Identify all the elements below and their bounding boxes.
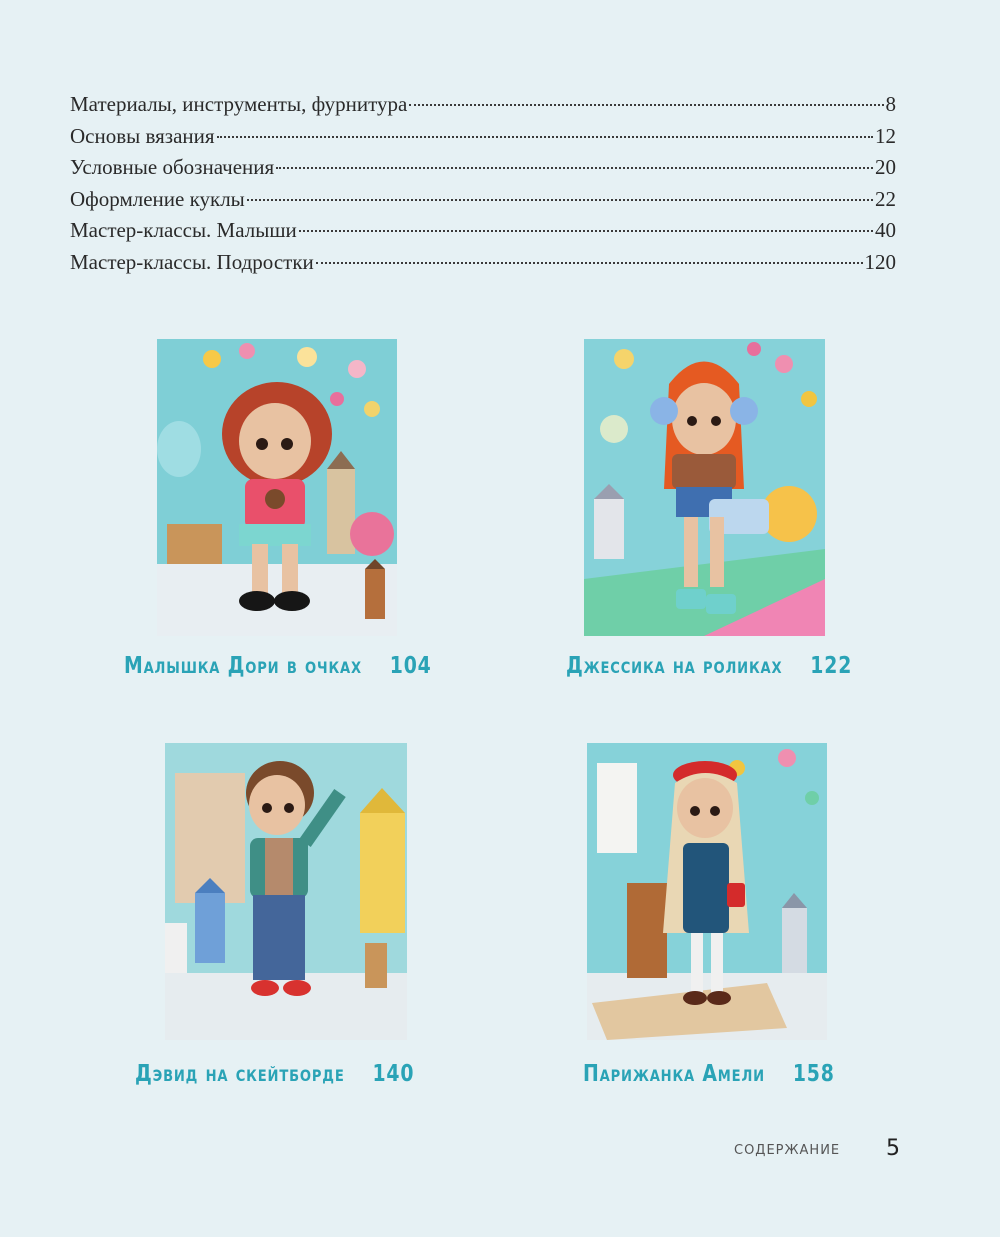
toc-entry-title: Условные обозначения xyxy=(70,155,275,179)
table-of-contents xyxy=(70,92,896,281)
toc-entry-title: Материалы, инструменты, фурнитура xyxy=(70,92,408,116)
toc-entry[interactable] xyxy=(70,92,896,124)
toc-entry-title: Основы вязания xyxy=(70,123,215,148)
project-page: 140 xyxy=(372,1061,415,1087)
doll-photo-amelie[interactable] xyxy=(587,743,827,1040)
project-title: Малышка Дори в очках xyxy=(124,653,362,679)
toc-leader-dots xyxy=(299,230,873,232)
doll-photo-david[interactable] xyxy=(165,743,407,1040)
project-page: 122 xyxy=(810,653,853,679)
doll-photo-dori[interactable] xyxy=(157,339,397,636)
toc-leader-dots xyxy=(247,199,873,201)
toc-entry-page: 120 xyxy=(864,249,896,274)
project-caption[interactable] xyxy=(566,653,852,679)
toc-entry[interactable] xyxy=(70,250,896,282)
project-caption[interactable] xyxy=(135,1061,414,1087)
toc-leader-dots xyxy=(276,167,873,169)
toc-entry-title: Оформление куклы xyxy=(70,186,245,211)
project-caption[interactable] xyxy=(124,653,432,679)
doll-photo-jessica[interactable] xyxy=(584,339,825,636)
toc-leader-dots xyxy=(217,136,873,138)
toc-entry[interactable] xyxy=(70,155,896,187)
project-title: Дэвид на скейтборде xyxy=(135,1061,345,1087)
toc-entry-title: Мастер-классы. Подростки xyxy=(70,249,314,274)
toc-entry[interactable] xyxy=(70,218,896,250)
project-page: 158 xyxy=(792,1061,835,1087)
toc-entry-page: 12 xyxy=(875,123,896,148)
running-footer-section: СОДЕРЖАНИЕ xyxy=(734,1143,841,1158)
toc-entry[interactable] xyxy=(70,124,896,156)
toc-entry-title: Мастер-классы. Малыши xyxy=(70,218,297,242)
toc-entry-page: 8 xyxy=(885,92,896,116)
project-title: Парижанка Амели xyxy=(583,1061,765,1087)
project-title: Джессика на роликах xyxy=(566,653,783,679)
project-caption[interactable] xyxy=(583,1061,835,1087)
toc-leader-dots xyxy=(316,262,863,264)
toc-entry-page: 22 xyxy=(875,186,896,211)
toc-entry[interactable] xyxy=(70,187,896,219)
toc-leader-dots xyxy=(409,104,883,106)
project-page: 104 xyxy=(389,653,432,679)
page-number: 5 xyxy=(886,1136,900,1161)
toc-entry-page: 20 xyxy=(875,155,896,179)
toc-entry-page: 40 xyxy=(875,218,896,242)
